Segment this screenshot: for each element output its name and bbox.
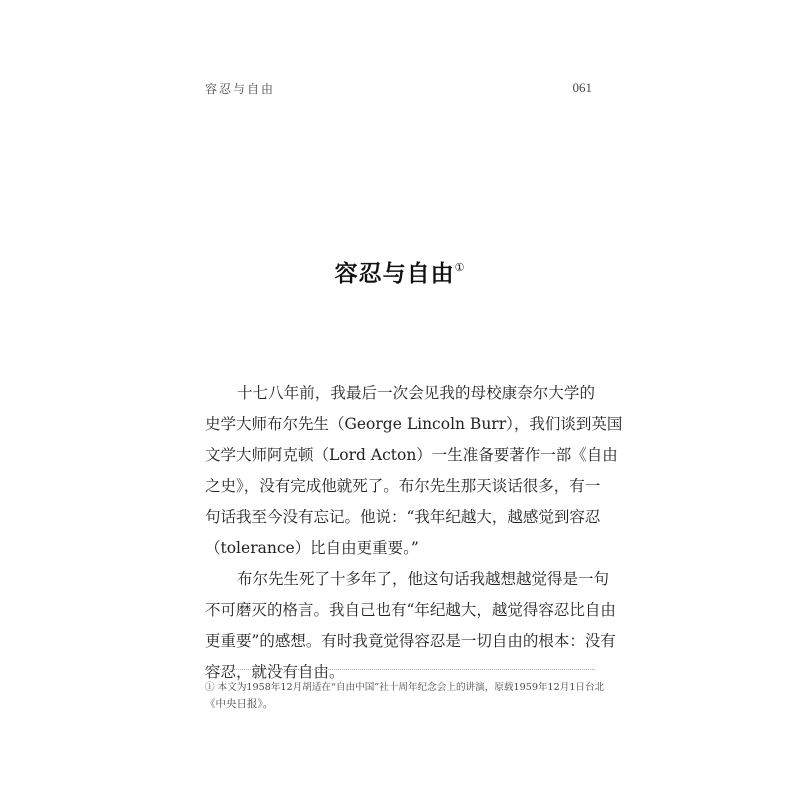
body-text xyxy=(205,382,623,692)
footnote-mark: ① xyxy=(454,261,466,274)
text-line: 文学大师阿克顿（Lord Acton）一生准备要著作一部《自由 xyxy=(205,446,618,464)
chapter-title xyxy=(0,255,800,288)
text-line: 句话我至今没有忘记。他说：“我年纪越大，越感觉到容忍 xyxy=(205,508,601,526)
chapter-title-text: 容忍与自由 xyxy=(334,260,455,287)
text-line: 更重要”的感想。有时我竟觉得容忍是一切自由的根本：没有 xyxy=(205,632,616,650)
text-line: 容忍，就没有自由。 xyxy=(205,663,345,681)
footnote-line: 《中央日报》。 xyxy=(205,698,274,710)
text-line: 之史》，没有完成他就死了。布尔先生那天谈话很多，有一 xyxy=(205,477,601,495)
page-number: 061 xyxy=(572,80,592,95)
paragraph xyxy=(205,382,623,568)
footnote-divider xyxy=(205,669,595,670)
text-line: 十七八年前，我最后一次会见我的母校康奈尔大学的 xyxy=(237,384,595,402)
footnote xyxy=(205,680,605,714)
text-line: 史学大师布尔先生（George Lincoln Burr），我们谈到英国 xyxy=(205,415,623,433)
running-header-title: 容忍与自由 xyxy=(205,82,276,96)
paragraph xyxy=(205,568,616,692)
text-line: 布尔先生死了十多年了，他这句话我越想越觉得是一句 xyxy=(237,570,610,588)
text-line: 不可磨灭的格言。我自己也有“年纪越大，越觉得容忍比自由 xyxy=(205,601,616,619)
footnote-line: ① 本文为1958年12月胡适在“自由中国”社十周年纪念会上的讲演，原载1959年12月1日台北 xyxy=(205,682,605,693)
text-line: （tolerance）比自由更重要。” xyxy=(205,539,419,557)
